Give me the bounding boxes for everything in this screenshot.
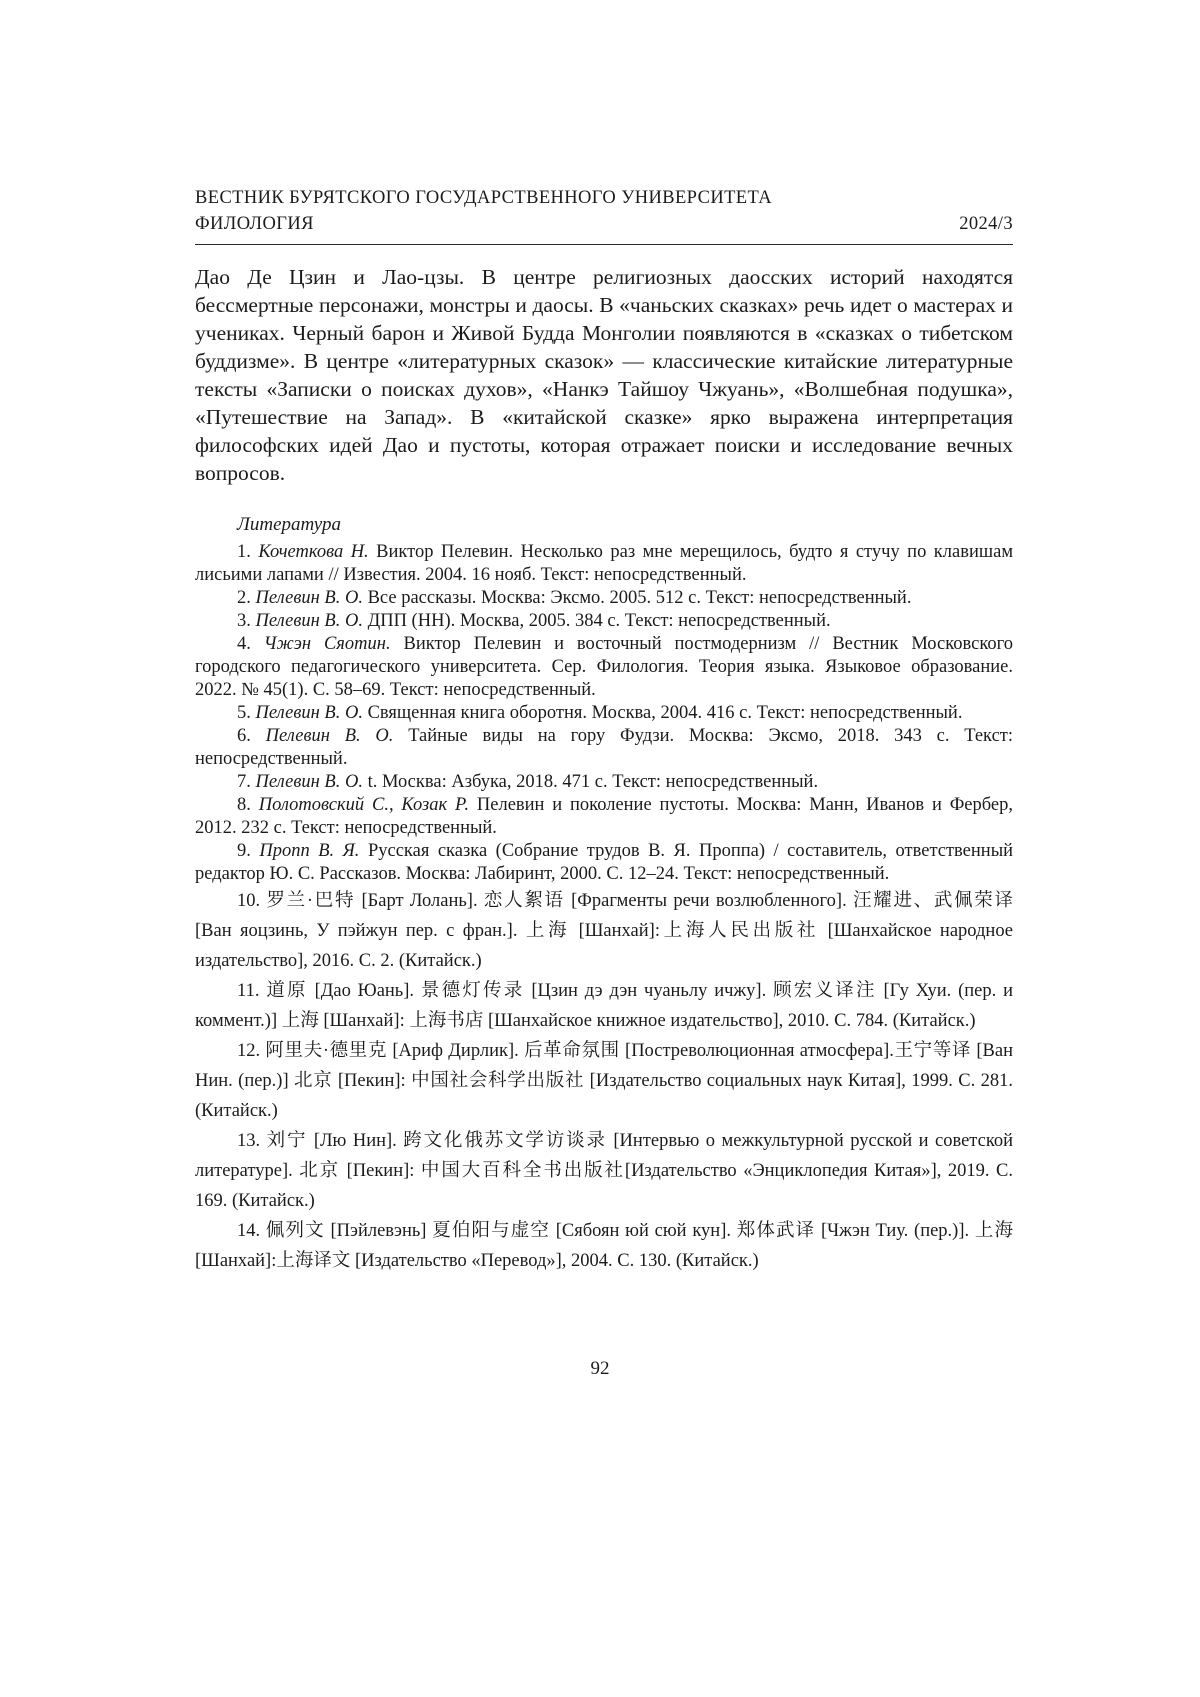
page-content (195, 185, 1013, 1276)
reference-item-7 (195, 771, 1013, 794)
reference-text: Русская сказка (Собрание трудов В. Я. Проппа) / составитель, ответственный редактор Ю. С. Рассказов. Москва: Лабиринт, 2000. С. 12–24. Текст: непосредственный. (195, 841, 1014, 884)
reference-item-13 (195, 1126, 1013, 1216)
reference-number: 14. (237, 1221, 261, 1241)
reference-author: Пелевин В. О. (255, 703, 363, 723)
reference-number: 7. (237, 772, 251, 792)
reference-text: Священная книга оборотня. Москва, 2004. 416 с. Текст: непосредственный. (367, 703, 963, 723)
reference-number: 12. (237, 1041, 261, 1061)
reference-author: Полотовский С., Козак Р. (258, 795, 470, 815)
reference-author: Пелевин В. О. (255, 588, 363, 608)
reference-item-3 (195, 610, 1013, 633)
reference-item-11 (195, 976, 1013, 1036)
reference-item-9 (195, 840, 1013, 886)
reference-author: Кочеткова Н. (258, 542, 369, 562)
reference-item-8 (195, 794, 1013, 840)
reference-item-4 (195, 633, 1013, 702)
reference-author: Пелевин В. О. (255, 772, 363, 792)
reference-author: Пропп В. Я. (259, 841, 360, 861)
reference-number: 13. (237, 1131, 261, 1151)
reference-number: 11. (237, 981, 260, 1001)
reference-number: 4. (237, 634, 251, 654)
reference-author: Пелевин В. О. (255, 611, 363, 631)
page-number: 92 (590, 1358, 610, 1379)
reference-number: 9. (237, 841, 251, 861)
reference-text: t. Москва: Азбука, 2018. 471 с. Текст: непосредственный. (367, 772, 819, 792)
journal-section: ФИЛОЛОГИЯ (195, 214, 314, 234)
reference-text: 刘宁 [Лю Нин]. 跨文化俄苏文学访谈录 [Интервью о межкультурной русской и советской литературе]. 北京 [Пекин]: 中国大百科全书出版社[Издательство «Энциклопедия Китая»], 2019. С. 169. (Китайск.) (195, 1131, 1014, 1211)
reference-item-14 (195, 1216, 1013, 1276)
reference-item-10 (195, 886, 1013, 976)
reference-text: Все рассказы. Москва: Эксмо. 2005. 512 с. Текст: непосредственный. (367, 588, 912, 608)
journal-title: ВЕСТНИК БУРЯТСКОГО ГОСУДАРСТВЕННОГО УНИВЕРСИТЕТА (195, 188, 773, 208)
article-paragraph: Дао Де Цзин и Лао-цзы. В центре религиозных даосских историй находятся бессмертные персонажи, монстры и даосы. В «чаньских сказках» речь идет о мастерах и учениках. Черный барон и Живой Будда Монголии появляются в «сказках о тибетском буддизме». В центре «литературных сказок» — классические китайские литературные тексты «Записки о поисках духов», «Нанкэ Тайшоу Чжуань», «Волшебная подушка», «Путешествие на Запад». В «китайской сказке» ярко выражена интерпретация философских идей Дао и пустоты, которая отражает поиски и исследование вечных вопросов. (195, 265, 1013, 485)
running-header (195, 185, 1013, 245)
reference-text: 阿里夫·德里克 [Ариф Дирлик]. 后革命氛围 [Постреволюционная атмосфера].王宁等译 [Ван Нин. (пер.)] 北京 [Пекин]: 中国社会科学出版社 [Издательство социальных наук Китая], 1999. С. 281. (Китайск.) (195, 1041, 1014, 1121)
reference-text: Пелевин и поколение пустоты. Москва: Манн, Иванов и Фербер, 2012. 232 с. Текст: непосредственный. (195, 795, 1014, 838)
reference-number: 6. (237, 726, 251, 746)
reference-text: 罗兰·巴特 [Барт Лолань]. 恋人絮语 [Фрагменты речи возлюбленного]. 汪耀进、武佩荣译 [Ван яоцзинь, У пэйжун пер. с фран.]. 上海 [Шанхай]:上海人民出版社 [Шанхайское народное издательство], 2016. С. 2. (Китайск.) (195, 891, 1014, 971)
reference-text: Виктор Пелевин и восточный постмодернизм // Вестник Московского городского педагогического университета. Сер. Филология. Теория языка. Языковое образование. 2022. № 45(1). С. 58–69. Текст: непосредственный. (195, 634, 1014, 700)
reference-number: 2. (237, 588, 251, 608)
reference-item-2 (195, 587, 1013, 610)
reference-number: 8. (237, 795, 251, 815)
reference-item-12 (195, 1036, 1013, 1126)
reference-text: Виктор Пелевин. Несколько раз мне мерещилось, будто я стучу по клавишам лисьими лапами // Известия. 2004. 16 нояб. Текст: непосредственный. (195, 542, 1014, 585)
reference-number: 5. (237, 703, 251, 723)
reference-item-1 (195, 541, 1013, 587)
reference-text: 佩列文 [Пэйлевэнь] 夏伯阳与虚空 [Сябоян юй сюй кун]. 郑体武译 [Чжэн Тиу. (пер.)]. 上海 [Шанхай]:上海译文 [Издательство «Перевод»], 2004. С. 130. (Китайск.) (195, 1221, 1014, 1271)
reference-number: 3. (237, 611, 251, 631)
reference-text: Тайные виды на гору Фудзи. Москва: Эксмо, 2018. 343 с. Текст: непосредственный. (195, 726, 1014, 769)
reference-author: Пелевин В. О. (265, 726, 394, 746)
issue-number: 2024/3 (959, 214, 1013, 234)
literature-heading: Литература (237, 514, 341, 535)
reference-author: Чжэн Сяотин. (263, 634, 391, 654)
reference-text: ДПП (НН). Москва, 2005. 384 с. Текст: непосредственный. (367, 611, 831, 631)
reference-number: 1. (237, 542, 251, 562)
reference-text: 道原 [Дао Юань]. 景德灯传录 [Цзин дэ дэн чуаньлу ичжу]. 顾宏义译注 [Гу Хуи. (пер. и коммент.)] 上海 [Шанхай]: 上海书店 [Шанхайское книжное издательство], 2010. С. 784. (Китайск.) (195, 981, 1014, 1031)
header-row (195, 211, 1013, 237)
reference-list (195, 541, 1013, 1276)
reference-item-6 (195, 725, 1013, 771)
reference-item-5 (195, 702, 1013, 725)
reference-number: 10. (237, 891, 261, 911)
